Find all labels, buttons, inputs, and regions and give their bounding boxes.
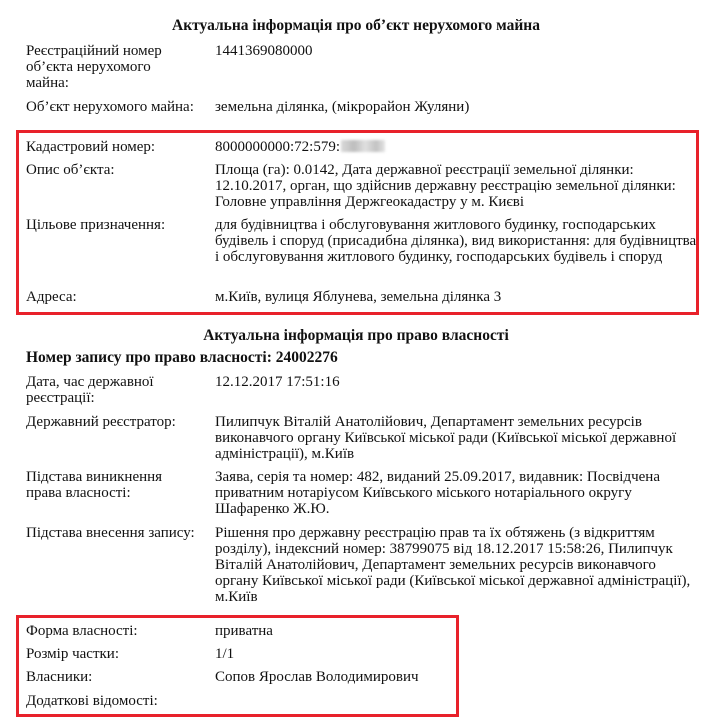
state-registrar-value: Пилипчук Віталій Анатолійович, Департамент земельних ресурсів виконавчого органу Київської міської ради (Київської міської державної адміністрації), м.Київ [215,414,677,462]
cadastral-number-label: Кадастровий номер: [26,139,156,155]
registration-datetime-value: 12.12.2017 17:51:16 [215,374,340,390]
registration-number-value: 1441369080000 [215,43,313,59]
record-basis-value: Рішення про державну реєстрацію прав та їх обтяжень (з відкриттям розділу), індексний номер: 38799075 від 18.12.2017 15:58:26, Пилипчук Віталій Анатолійович, Департамент земельних ресурсів виконавчого органу Київської міської ради (Київської міської державної адміністрації), м.Київ [215,525,691,605]
ownership-form-value: приватна [215,623,273,639]
purpose-label: Цільове призначення: [26,217,166,233]
highlight-box-object [16,130,699,315]
record-basis-row [26,525,698,609]
cadastral-number-value: 8000000000:72:579: [215,139,341,155]
registration-datetime-row [26,374,698,408]
ownership-basis-value: Заява, серія та номер: 482, виданий 25.09.2017, видавник: Посвідчена приватним нотаріусом Київського міського нотаріального округу Шафаренко Ж.Ю. [215,469,660,517]
property-object-label: Об’єкт нерухомого майна: [26,99,194,115]
share-size-label: Розмір частки: [26,646,119,662]
highlight-box-ownership [16,615,459,717]
owners-value: Сопов Ярослав Володимирович [215,669,419,685]
rights-section-title: Актуальна інформація про право власності [203,327,509,344]
object-description-value: Площа (га): 0.0142, Дата державної реєстрації земельної ділянки: 12.10.2017, орган, що здійснив державну реєстрацію земельної ділянки: Головне управління Держгеокадастру у м. Києві [215,162,676,210]
record-basis-label: Підстава внесення запису: [26,525,195,541]
additional-info-label: Додаткові відомості: [26,693,158,709]
ownership-form-label: Форма власності: [26,623,138,639]
address-value: м.Київ, вулиця Яблунева, земельна ділянка 3 [215,289,502,305]
registration-number-label: Реєстраційний номер об’єкта нерухомого майна: [26,43,162,91]
state-registrar-label: Державний реєстратор: [26,414,176,430]
property-object-row [26,99,698,133]
ownership-basis-row [26,469,698,521]
property-object-value: земельна ділянка, (мікрорайон Жуляни) [215,99,470,115]
purpose-value: для будівництва і обслуговування житлового будинку, господарських будівель і споруд (присадибна ділянка), вид використання: для будівництва і обслуговування житлового будинку, господарських будівель і споруд [215,217,697,265]
owners-label: Власники: [26,669,93,685]
object-description-label: Опис об’єкта: [26,162,115,178]
state-registrar-row [26,414,698,466]
share-size-value: 1/1 [215,646,235,662]
address-label: Адреса: [26,289,77,305]
registration-datetime-label: Дата, час державної реєстрації: [26,374,154,406]
registration-number-row [26,43,698,95]
ownership-basis-label: Підстава виникнення права власності: [26,469,163,501]
object-section-title: Актуальна інформація про об’єкт нерухомого майна [172,17,540,34]
ownership-record-number: Номер запису про право власності: 24002276 [26,349,338,366]
